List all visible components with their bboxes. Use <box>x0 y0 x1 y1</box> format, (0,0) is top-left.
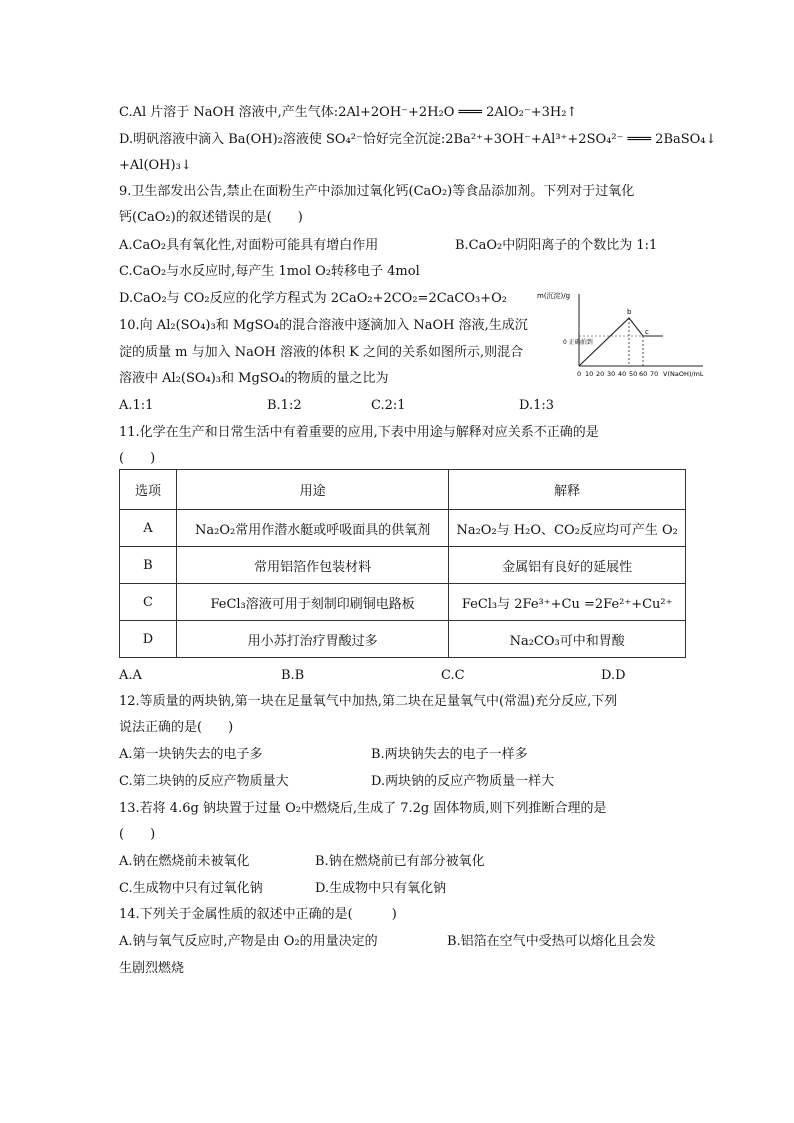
table-cell: FeCl₃与 2Fe³⁺+Cu =2Fe²⁺+Cu²⁺ <box>449 584 686 621</box>
table-row <box>120 621 686 658</box>
q11-option-d: D.D <box>601 668 626 683</box>
table-cell: 金属铝有良好的延展性 <box>449 547 686 584</box>
graph-xlabel: V(NaOH)/mL <box>663 370 704 378</box>
q9-option-c: C.CaO₂与水反应时,每产生 1mol O₂转移电子 4mol <box>119 264 420 279</box>
graph-ylabel: m(沉淀)/g <box>537 292 571 300</box>
q9-option-a: A.CaO₂具有氧化性,对面粉可能具有增白作用 <box>119 238 379 253</box>
graph-tick: 40 <box>618 370 627 378</box>
q12-stem-cont: 说法正确的是( ) <box>119 720 234 735</box>
q10-stem-cont2: 溶液中 Al₂(SO₄)₃和 MgSO₄的物质的量之比为 <box>119 371 389 386</box>
q11-option-c: C.C <box>441 668 465 683</box>
q14-option-b-cont: 生剧烈燃烧 <box>119 961 185 976</box>
q10-option-b: B.1:2 <box>267 398 302 413</box>
q14-option-a: A.钠与氧气反应时,产物是由 O₂的用量决定的 <box>119 934 378 949</box>
q12-option-c: C.第二块钠的反应产物质量大 <box>119 774 289 789</box>
q12-option-a: A.第一块钠失去的电子多 <box>119 747 263 762</box>
graph-point-b: b <box>627 308 632 316</box>
table-header: 解释 <box>449 470 686 510</box>
graph-tick: 70 <box>650 370 659 378</box>
table-cell: 常用铝箔作包装材料 <box>176 547 448 584</box>
table-row <box>120 584 686 621</box>
table-cell: D <box>120 621 177 658</box>
graph-tick: 0 <box>577 370 582 378</box>
q10-option-a: A.1:1 <box>119 398 154 413</box>
q9-stem-cont: 钙(CaO₂)的叙述错误的是( ) <box>119 210 303 225</box>
graph-point-c: c <box>645 328 649 336</box>
q9-stem: 9.卫生部发出公告,禁止在面粉生产中添加过氧化钙(CaO₂)等食品添加剂。下列对于过氧化 <box>119 184 635 199</box>
q13-option-a: A.钠在燃烧前未被氧化 <box>119 854 250 869</box>
table-cell: Na₂O₂常用作潜水艇或呼吸面具的供氧剂 <box>176 510 448 547</box>
q8-option-c: C.Al 片溶于 NaOH 溶液中,产生气体:2Al+2OH⁻+2H₂O ═══ 2AlO₂⁻+3H₂↑ <box>119 105 578 120</box>
q11-option-a: A.A <box>119 668 142 683</box>
table-row <box>120 547 686 584</box>
precipitate-graph <box>535 288 713 380</box>
graph-ticks <box>577 370 658 378</box>
q11-stem-cont: ( ) <box>119 451 156 466</box>
q11-stem: 11.化学在生产和日常生活中有着重要的应用,下表中用途与解释对应关系不正确的是 <box>119 425 599 440</box>
q13-option-d: D.生成物中只有氧化钠 <box>315 881 447 896</box>
graph-tick: 50 <box>629 370 638 378</box>
q10-stem: 10.向 Al₂(SO₄)₃和 MgSO₄的混合溶液中逐滴加入 NaOH 溶液,生成沉 <box>119 318 528 333</box>
graph-tick: 20 <box>596 370 605 378</box>
q12-stem: 12.等质量的两块钠,第一块在足量氧气中加热,第二块在足量氧气中(常温)充分反应,下列 <box>119 694 618 709</box>
q12-option-d: D.两块钠的反应产物质量一样大 <box>371 774 555 789</box>
q14-option-b: B.铝箔在空气中受热可以熔化且会发 <box>447 934 656 949</box>
q11-option-b: B.B <box>281 668 305 683</box>
table-cell: B <box>120 547 177 584</box>
q11-table <box>119 469 686 658</box>
q8-option-d-cont: +Al(OH)₃↓ <box>119 158 192 173</box>
table-header: 用途 <box>176 470 448 510</box>
table-cell: C <box>120 584 177 621</box>
q13-stem-cont: ( ) <box>119 827 156 842</box>
q12-option-b: B.两块钠失去的电子一样多 <box>371 747 528 762</box>
table-header: 选项 <box>120 470 177 510</box>
q8-option-d: D.明矾溶液中滴入 Ba(OH)₂溶液使 SO₄²⁻恰好完全沉淀:2Ba²⁺+3OH⁻+Al³⁺+2SO₄²⁻ ═══ 2BaSO₄↓ <box>119 132 717 147</box>
table-cell: Na₂O₂与 H₂O、CO₂反应均可产生 O₂ <box>449 510 686 547</box>
q10-option-c: C.2:1 <box>371 398 406 413</box>
table-cell: 用小苏打治疗胃酸过多 <box>176 621 448 658</box>
table-header-row <box>120 470 686 510</box>
q10-option-d: D.1:3 <box>519 398 555 413</box>
q14-stem: 14.下列关于金属性质的叙述中正确的是( ) <box>119 907 397 922</box>
q10-stem-cont: 淀的质量 m 与加入 NaOH 溶液的体积 K 之间的关系如图所示,则混合 <box>119 345 524 360</box>
graph-tick: 60 <box>639 370 648 378</box>
table-cell: FeCl₃溶液可用于刻制印刷铜电路板 <box>176 584 448 621</box>
q13-option-c: C.生成物中只有过氧化钠 <box>119 881 263 896</box>
table-cell: A <box>120 510 177 547</box>
graph-tick: 30 <box>607 370 616 378</box>
q13-option-b: B.钠在燃烧前已有部分被氧化 <box>315 854 485 869</box>
q9-option-b: B.CaO₂中阴阳离子的个数比为 1:1 <box>455 238 658 253</box>
graph-y-note: 0 正确拍到 <box>563 339 593 346</box>
graph-tick: 10 <box>585 370 594 378</box>
table-cell: Na₂CO₃可中和胃酸 <box>449 621 686 658</box>
table-row <box>120 510 686 547</box>
q13-stem: 13.若将 4.6g 钠块置于过量 O₂中燃烧后,生成了 7.2g 固体物质,则下列推断合理的是 <box>119 801 607 816</box>
q9-option-d: D.CaO₂与 CO₂反应的化学方程式为 2CaO₂+2CO₂=2CaCO₃+O₂ <box>119 291 507 306</box>
